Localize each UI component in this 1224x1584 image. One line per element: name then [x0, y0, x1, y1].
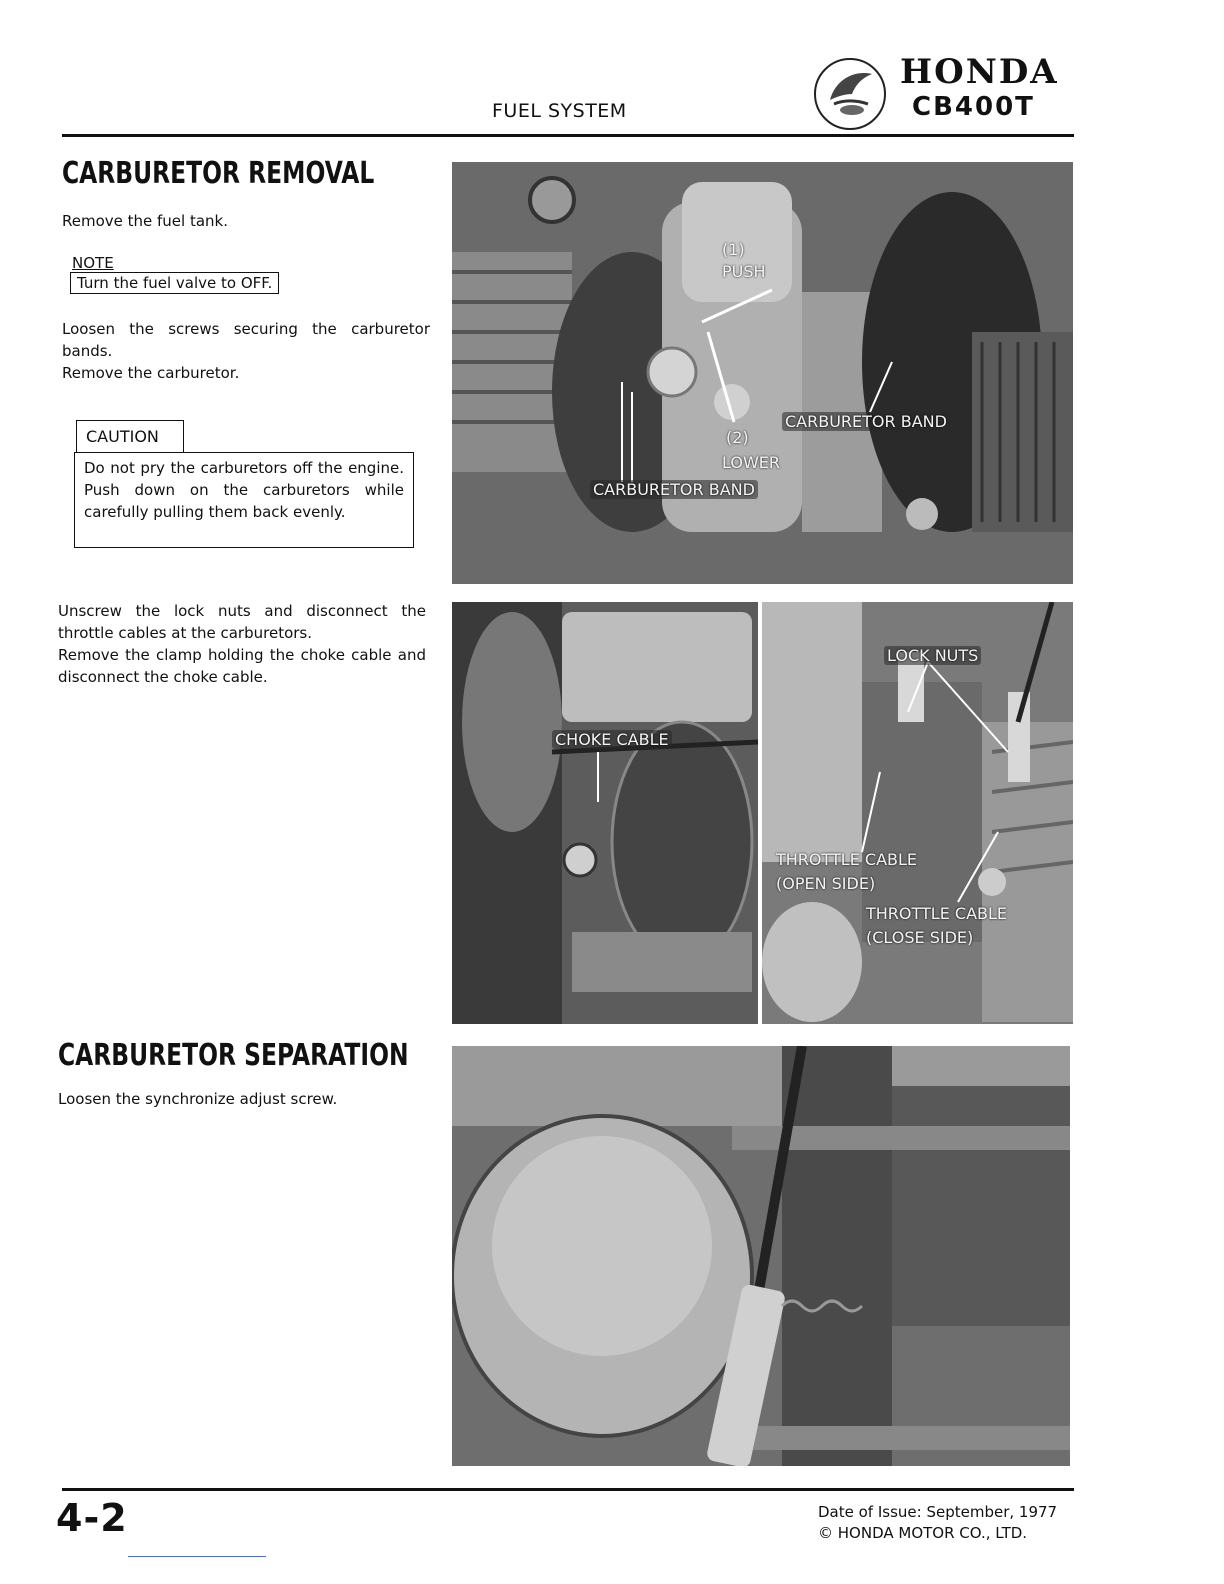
removal-step-3a: Unscrew the lock nuts and disconnect the throttle cables at the carburetors.	[58, 602, 426, 642]
label-lower-number: (2)	[726, 428, 749, 447]
removal-step-1: Remove the fuel tank.	[62, 212, 229, 230]
brand-name: HONDA	[900, 52, 1059, 92]
label-push-number: (1)	[722, 240, 745, 259]
label-lock-nuts: LOCK NUTS	[884, 646, 981, 665]
removal-step-2a: Loosen the screws securing the carburetor bands.	[62, 320, 430, 360]
removal-step-2b: Remove the carburetor.	[62, 364, 240, 382]
header-rule	[62, 134, 1074, 137]
page-number: 4-2	[56, 1496, 128, 1540]
label-choke-cable: CHOKE CABLE	[552, 730, 672, 749]
note-label: NOTE	[72, 254, 114, 272]
model-name: CB400T	[912, 92, 1035, 122]
photo-throttle-cables	[762, 602, 1073, 1024]
label-throttle-close-1: THROTTLE CABLE	[866, 904, 1008, 923]
footer-rule	[62, 1488, 1074, 1491]
caution-label: CAUTION	[86, 427, 159, 446]
section-title: FUEL SYSTEM	[492, 100, 627, 122]
photo-carburetor-removal	[452, 162, 1073, 584]
issue-date-text: Date of Issue: September, 1977	[818, 1503, 1058, 1521]
caution-text: Do not pry the carburetors off the engine. Push down on the carburetors while carefully pulling them back evenly.	[84, 459, 404, 521]
separation-step-1: Loosen the synchronize adjust screw.	[58, 1090, 338, 1108]
label-throttle-open-2: (OPEN SIDE)	[776, 874, 876, 893]
label-throttle-close-2: (CLOSE SIDE)	[866, 928, 974, 947]
removal-heading: CARBURETOR REMOVAL	[62, 156, 375, 191]
scan-mark	[128, 1556, 266, 1557]
issue-date	[818, 1502, 1057, 1544]
honda-wing-logo	[814, 58, 886, 130]
label-carburetor-band-upper: CARBURETOR BAND	[782, 412, 950, 431]
label-carburetor-band-lower: CARBURETOR BAND	[590, 480, 758, 499]
label-throttle-open-1: THROTTLE CABLE	[776, 850, 918, 869]
copyright-text: © HONDA MOTOR CO., LTD.	[818, 1524, 1028, 1542]
removal-step-3b: Remove the clamp holding the choke cable and disconnect the choke cable.	[58, 646, 426, 686]
separation-heading: CARBURETOR SEPARATION	[58, 1038, 409, 1073]
photo-choke-cable	[452, 602, 758, 1024]
note-box: Turn the fuel valve to OFF.	[70, 272, 279, 294]
label-lower: LOWER	[722, 453, 780, 472]
label-push: PUSH	[722, 262, 766, 281]
photo-synchronize-screw	[452, 1046, 1070, 1466]
